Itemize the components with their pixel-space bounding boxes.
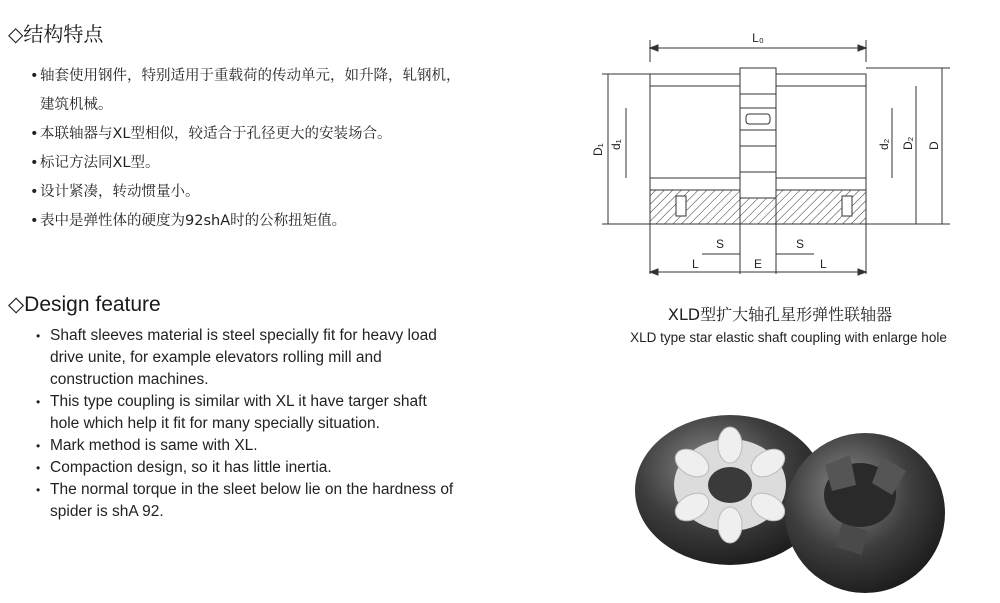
chinese-section-heading: ◇结构特点 — [8, 22, 104, 46]
dim-label-L-left: L — [692, 257, 699, 271]
english-feature-list — [36, 325, 458, 523]
dim-label-L0: L₀ — [752, 31, 764, 45]
list-item: • 标记方法同XL型。 — [30, 149, 470, 178]
list-item: • This type coupling is similar with XL it have targer shaft hole which help it fit for many specially situation. — [36, 391, 458, 435]
list-item: • 本联轴器与XL型相似，较适合于孔径更大的安装场合。 — [30, 120, 470, 149]
dim-label-S-right: S — [796, 237, 805, 251]
dim-label-E: E — [754, 257, 763, 271]
chinese-feature-list — [30, 62, 470, 236]
list-item: • 轴套使用钢件，特别适用于重载荷的传动单元，如升降，轧钢机，建筑机械。 — [30, 62, 470, 120]
list-item: • Compaction design, so it has little inertia. — [36, 457, 458, 479]
dim-label-D1: D₁ — [591, 143, 605, 156]
list-item: • 表中是弹性体的硬度为92shA时的公称扭矩值。 — [30, 207, 470, 236]
coupling-product-photo — [620, 395, 950, 600]
dim-label-D: D — [927, 141, 941, 150]
dim-label-D2: D₂ — [901, 136, 915, 150]
dim-label-d1: d₁ — [609, 139, 623, 150]
list-item: • Mark method is same with XL. — [36, 435, 458, 457]
diagram-caption-english: XLD type star elastic shaft coupling with enlarge hole — [630, 330, 947, 345]
dim-label-L-right: L — [820, 257, 827, 271]
list-item: • 设计紧凑，转动惯量小。 — [30, 178, 470, 207]
list-item: • Shaft sleeves material is steel specially fit for heavy load drive unite, for example elevators rolling mill and construction machines. — [36, 325, 458, 391]
dim-label-d2: d₂ — [877, 138, 891, 150]
list-item: • The normal torque in the sleet below lie on the hardness of spider is shA 92. — [36, 479, 458, 523]
diagram-caption-chinese: XLD型扩大轴孔星形弹性联轴器 — [667, 305, 893, 324]
coupling-technical-drawing — [580, 28, 970, 284]
dim-label-S-left: S — [716, 237, 725, 251]
english-section-heading: ◇Design feature — [8, 293, 161, 316]
